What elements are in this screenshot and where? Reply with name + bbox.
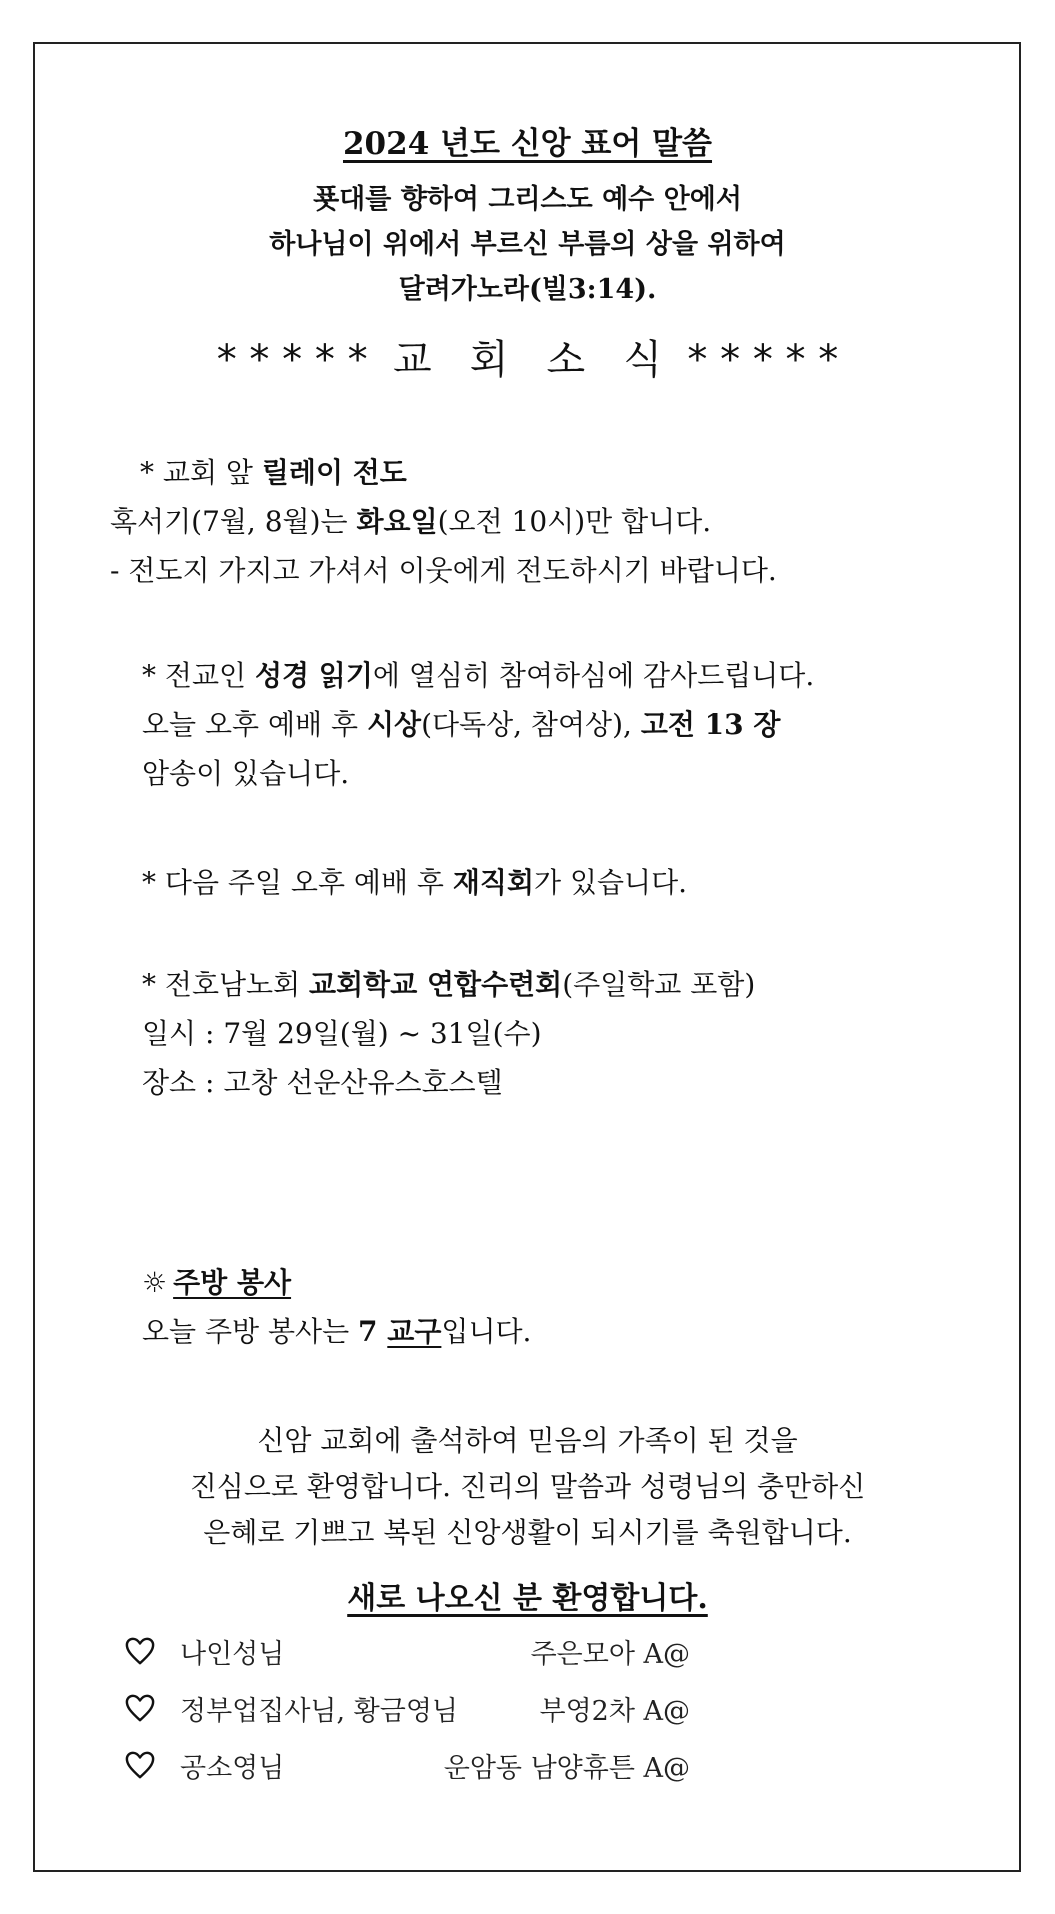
motto-line: 푯대를 향하여 그리스도 예수 안에서 — [313, 184, 742, 215]
bible-title-row — [142, 651, 995, 700]
meeting-prefix: * 다음 주일 오후 예배 후 — [142, 866, 453, 899]
newcomer-address: 부영2차 A@ — [539, 1696, 690, 1727]
motto-block — [0, 118, 1055, 312]
newcomer-welcome-title-text: 새로 나오신 분 환영합니다. — [347, 1581, 708, 1616]
kitchen-group: 교구 — [387, 1315, 442, 1348]
motto-line: 달려가노라(빌3:14). — [398, 274, 657, 305]
bible-title: 성경 읽기 — [254, 659, 373, 692]
heart-icon — [125, 1636, 155, 1666]
newcomer-list — [125, 1630, 925, 1801]
newcomer-address: 주은모아 A@ — [530, 1639, 690, 1670]
kitchen-title: 주방 봉사 — [173, 1266, 292, 1299]
relay-day: 화요일 — [356, 505, 438, 538]
meeting-suffix: 가 있습니다. — [534, 866, 688, 899]
relay-instruction-row: - 전도지 가지고 가셔서 이웃에게 전도하시기 바랍니다. — [110, 554, 777, 587]
relay-title-row — [110, 448, 995, 497]
newcomer-address: 운암동 남양휴튼 A@ — [443, 1753, 690, 1784]
bible-award-row — [142, 700, 995, 749]
church-news-header: * * * * * 교 회 소 식 * * * * * — [216, 337, 839, 383]
relay-schedule-text: 혹서기(7월, 8월)는 — [110, 505, 357, 538]
meeting-row — [142, 858, 995, 907]
newcomer-name: 공소영님 — [180, 1753, 285, 1784]
retreat-notice — [142, 960, 995, 1107]
relay-time: (오전 10시)만 합니다. — [437, 505, 712, 538]
bible-thanks-text: 에 열심히 참여하심에 감사드립니다. — [372, 659, 815, 692]
welcome-line: 은혜로 기쁘고 복된 신앙생활이 되시기를 축원합니다. — [203, 1516, 852, 1549]
kitchen-duty-row — [142, 1307, 995, 1356]
relay-schedule-row — [110, 497, 995, 546]
kitchen-duty-text: 오늘 주방 봉사는 — [142, 1315, 359, 1348]
retreat-prefix: * 전호남노회 — [142, 968, 310, 1001]
heart-icon — [125, 1750, 155, 1780]
meeting-title: 재직회 — [452, 866, 534, 899]
kitchen-title-row — [142, 1258, 995, 1307]
bible-recitation-row: 암송이 있습니다. — [142, 757, 350, 790]
retreat-date: 일시 : 7월 29일(월) ~ 31일(수) — [142, 1017, 542, 1050]
bible-chapter: 고전 13 장 — [640, 708, 781, 741]
list-item — [125, 1630, 925, 1687]
retreat-suffix: (주일학교 포함) — [562, 968, 756, 1001]
motto-title: 2024 년도 신앙 표어 말씀 — [342, 126, 713, 162]
newcomer-name: 나인성님 — [180, 1639, 285, 1670]
staff-meeting-notice — [142, 858, 995, 907]
welcome-message — [0, 1418, 1055, 1556]
heart-icon — [125, 1693, 155, 1723]
kitchen-duty-suffix: 입니다. — [441, 1315, 532, 1348]
list-item — [125, 1687, 925, 1744]
bible-award-types: (다독상, 참여상), — [421, 708, 641, 741]
retreat-title-row — [142, 960, 995, 1009]
motto-line: 하나님이 위에서 부르신 부름의 상을 위하여 — [269, 229, 786, 260]
newcomer-name: 정부업집사님, 황금영님 — [180, 1696, 458, 1727]
list-item — [125, 1744, 925, 1801]
kitchen-group-number: 7 — [358, 1315, 388, 1348]
bible-award-text: 오늘 오후 예배 후 — [142, 708, 367, 741]
retreat-place: 장소 : 고창 선운산유스호스텔 — [142, 1066, 503, 1099]
newcomer-welcome-title — [0, 1573, 1055, 1617]
welcome-line: 신암 교회에 출석하여 믿음의 가족이 된 것을 — [257, 1424, 798, 1457]
bible-reading-notice — [142, 651, 995, 798]
relay-bullet: * 교회 앞 — [140, 456, 262, 489]
kitchen-service-notice — [142, 1258, 995, 1356]
bible-bullet: * 전교인 — [142, 659, 255, 692]
welcome-line: 진심으로 환영합니다. 진리의 말씀과 성령님의 충만하신 — [189, 1470, 866, 1503]
relay-evangelism-notice — [110, 448, 995, 595]
retreat-title: 교회학교 연합수련회 — [309, 968, 563, 1001]
relay-title: 릴레이 전도 — [261, 456, 407, 489]
sun-icon: ☼ — [142, 1266, 168, 1299]
bible-award: 시상 — [366, 708, 422, 741]
